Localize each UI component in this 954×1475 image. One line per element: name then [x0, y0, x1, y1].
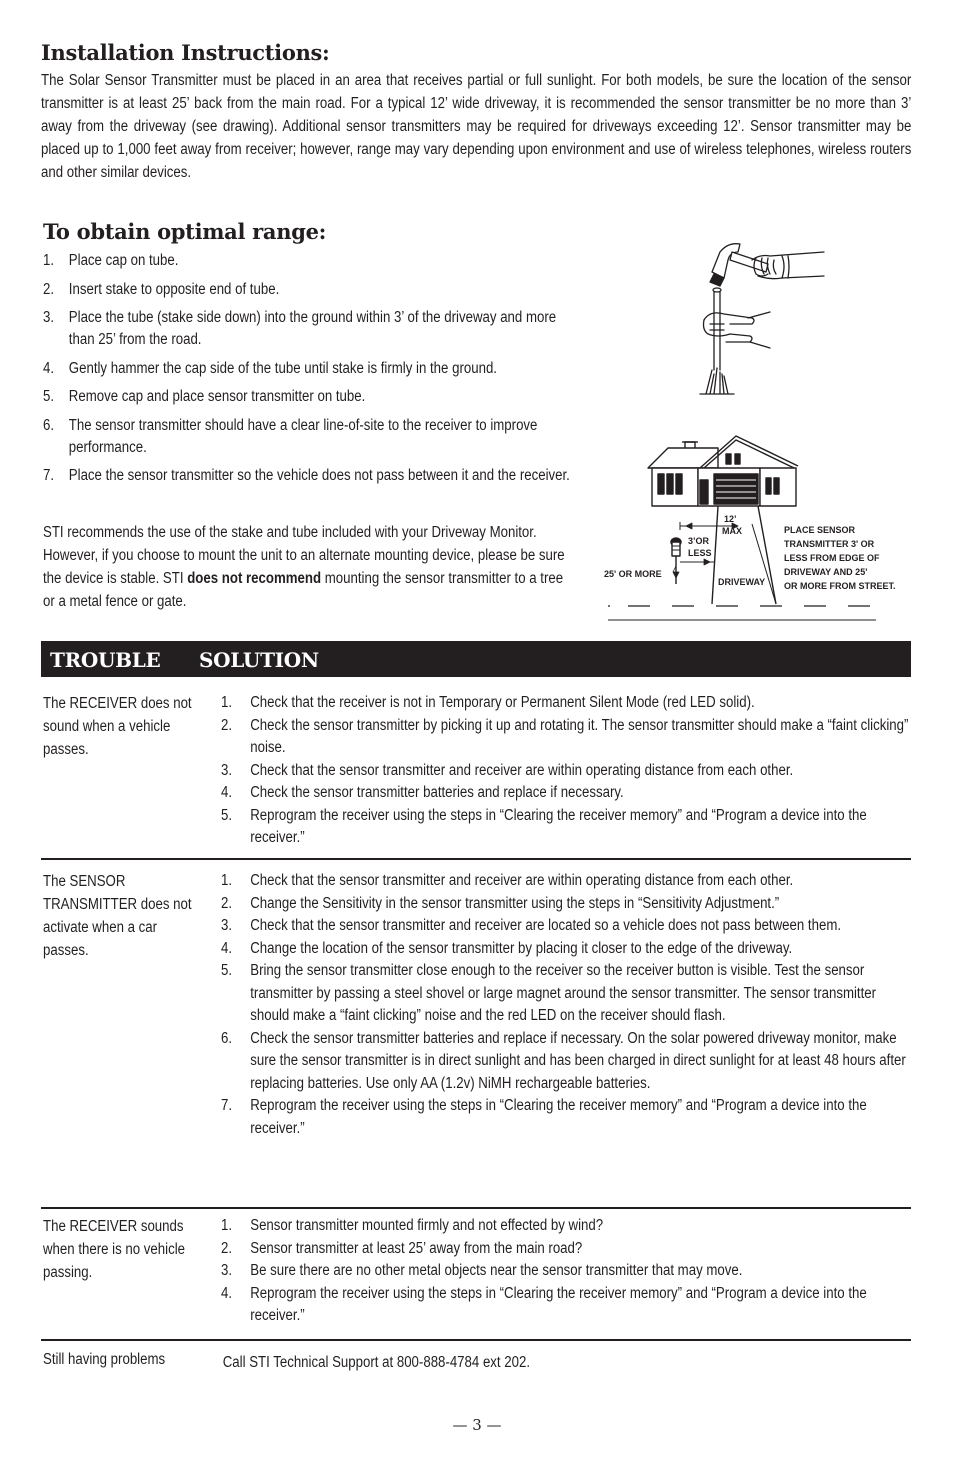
note-emphasis: does not recommend	[187, 570, 322, 587]
placement-note-line: PLACE SENSOR	[784, 525, 856, 535]
solution-text: Reprogram the receiver using the steps in “Clearing the receiver memory” and “Program a device into the receiver.”	[250, 1097, 867, 1137]
solution-item	[221, 692, 909, 715]
solution-item	[221, 893, 909, 916]
driveway-placement-diagram	[600, 434, 900, 624]
solution-item	[221, 1238, 909, 1261]
hammer-stake-illustration	[690, 238, 830, 398]
step-text: Remove cap and place sensor transmitter on tube.	[68, 388, 366, 405]
solution-text: Change the location of the sensor transmitter by placing it closer to the edge of the driveway.	[250, 939, 793, 957]
step-text: Gently hammer the cap side of the tube until stake is firmly in the ground.	[68, 359, 497, 377]
solution-number: 5.	[221, 806, 233, 824]
step-item	[43, 386, 576, 408]
solution-text: Change the Sensitivity in the sensor transmitter using the steps in “Sensitivity Adjustment.”	[250, 894, 780, 912]
step-number: 5.	[43, 388, 55, 405]
solution-text: Be sure there are no other metal objects near the sensor transmitter that may move.	[250, 1262, 743, 1279]
step-text: The sensor transmitter should have a clear line-of-site to the receiver to improve performance.	[68, 416, 538, 456]
solution-item	[221, 870, 909, 893]
solution-list	[221, 870, 909, 1140]
solution-number: 1.	[221, 1217, 233, 1234]
step-number: 3.	[43, 309, 55, 326]
page-number: — 3 —	[452, 1416, 502, 1434]
trouble-description: The RECEIVER does not sound when a vehicle passes.	[43, 695, 192, 758]
placement-note-line: OR MORE FROM STREET.	[784, 581, 896, 591]
sti-recommendation-note	[43, 521, 576, 613]
note-text: STI recommends the use of the stake and tube included with your Driveway Monitor. However, if you choose to mount the unit to an alternate mounting device, please be sure the device is stable. STI	[43, 524, 565, 587]
solution-number: 4.	[221, 1284, 233, 1302]
note-text-end: mounting the sensor transmitter to a tree or a metal fence or gate.	[43, 570, 564, 610]
solution-item	[221, 915, 909, 938]
trouble-description: The RECEIVER sounds when there is no vehicle passing.	[43, 1218, 186, 1281]
solution-list	[221, 1215, 909, 1328]
solution-item	[221, 715, 909, 760]
solution-text: Check that the receiver is not in Temporary or Permanent Silent Mode (red LED solid).	[250, 694, 755, 711]
step-text: Insert stake to opposite end of tube.	[68, 280, 280, 298]
step-number: 1.	[43, 252, 55, 269]
step-item	[43, 465, 576, 487]
solution-list	[221, 692, 909, 850]
solution-text: Check that the sensor transmitter and receiver are located so a vehicle does not pass between them.	[250, 917, 842, 934]
trouble-row	[41, 1348, 911, 1388]
solution-number: 3.	[221, 761, 233, 779]
solution-number: 4.	[221, 784, 233, 801]
solution-item	[221, 1260, 909, 1283]
solution-text: Reprogram the receiver using the steps in “Clearing the receiver memory” and “Program a device into the receiver.”	[250, 1284, 867, 1324]
solution-text: Check the sensor transmitter batteries and replace if necessary.	[250, 784, 624, 801]
solution-number: 7.	[221, 1097, 233, 1114]
step-number: 4.	[43, 359, 55, 377]
trouble-row	[41, 870, 911, 1209]
step-text: Place the tube (stake side down) into the ground within 3’ of the driveway and more than 25’ from the road.	[68, 309, 557, 348]
solution-item	[221, 805, 909, 850]
trouble-description: The SENSOR TRANSMITTER does not activate when a car passes.	[43, 873, 192, 959]
step-item	[43, 307, 576, 351]
solution-number: 6.	[221, 1029, 233, 1047]
solution-number: 3.	[221, 917, 233, 934]
solution-text: Sensor transmitter mounted firmly and not effected by wind?	[250, 1217, 604, 1234]
trouble-row	[41, 1215, 911, 1341]
placement-note-line: LESS FROM EDGE OF	[784, 553, 880, 563]
placement-note-line: DRIVEWAY AND 25'	[784, 567, 868, 577]
step-text: Place cap on tube.	[68, 252, 179, 269]
solution-text: Bring the sensor transmitter close enough to the receiver so the receiver button is visible. Test the sensor transmitter by passing a steel shovel or large magnet around the sensor transmitter. The sensor transmitter should make a “faint clicking” noise and the red LED on the receiver should flash.	[250, 962, 877, 1024]
solution-text: Check the sensor transmitter by picking it up and rotating it. The sensor transmitter should make a “faint clicking” noise.	[250, 716, 909, 756]
driveway-width-label: 12’	[724, 514, 737, 524]
solution-list	[221, 1352, 909, 1375]
step-item	[43, 358, 576, 380]
trouble-table-header	[41, 641, 911, 677]
solution-text: Reprogram the receiver using the steps in “Clearing the receiver memory” and “Program a device into the receiver.”	[250, 806, 867, 846]
trouble-column-header: TROUBLE	[50, 648, 161, 672]
solution-number: 5.	[221, 962, 233, 979]
step-item	[43, 279, 576, 301]
step-number: 6.	[43, 416, 55, 434]
solution-item	[221, 1028, 909, 1096]
step-number: 7.	[43, 467, 55, 484]
three-feet-label: 3’OR	[688, 536, 710, 546]
solution-text: Check that the sensor transmitter and receiver are within operating distance from each other.	[250, 872, 794, 889]
solution-item	[221, 1095, 909, 1140]
solution-number: 1.	[221, 872, 233, 889]
solution-text: Call STI Technical Support at 800-888-4784 ext 202.	[222, 1354, 531, 1371]
solution-number: 2.	[221, 1239, 233, 1257]
trouble-row	[41, 692, 911, 860]
driveway-label: DRIVEWAY	[718, 577, 766, 587]
solution-number: 1.	[221, 694, 233, 711]
solution-item	[221, 760, 909, 783]
setback-label: 25' OR MORE	[604, 569, 662, 579]
step-item	[43, 415, 576, 459]
solution-item	[221, 960, 909, 1028]
solution-number: 3.	[221, 1262, 233, 1279]
solution-number: 2.	[221, 894, 233, 912]
step-number: 2.	[43, 280, 55, 298]
solution-item	[221, 938, 909, 961]
solution-item	[221, 782, 909, 805]
placement-note-line: TRANSMITTER 3' OR	[784, 539, 875, 549]
solution-text: Check the sensor transmitter batteries and replace if necessary. On the solar powered driveway monitor, make sure the sensor transmitter is in direct sunlight and has been charged in direct sunlight for at least 48 hours after replacing batteries. Use only AA (1.2v) NiMH rechargeable batteries.	[250, 1029, 906, 1092]
solution-text: Check that the sensor transmitter and receiver are within operating distance from each other.	[250, 761, 794, 779]
solution-column-header: SOLUTION	[199, 648, 319, 672]
solution-text: Sensor transmitter at least 25’ away from the main road?	[250, 1239, 583, 1257]
trouble-description: Still having problems	[43, 1351, 166, 1368]
solution-number: 4.	[221, 939, 233, 957]
solution-item	[221, 1283, 909, 1328]
step-text: Place the sensor transmitter so the vehicle does not pass between it and the receiver.	[68, 467, 570, 484]
installation-paragraph: The Solar Sensor Transmitter must be placed in an area that receives partial or full sunlight. For both models, be sure the location of the sensor transmitter is at least 25’ back from the main road. For a typical 12’ wide driveway, it is recommended the sensor transmitter be no more than 3’ away from the driveway (see drawing). Additional sensor transmitters may be required for driveways exceeding 12’. Sensor transmitter may be placed up to 1,000 feet away from receiver; however, range may vary depending upon environment and use of wireless telephones, wireless routers and other similar devices.	[41, 72, 912, 181]
solution-number: 2.	[221, 716, 233, 734]
less-label: LESS	[688, 548, 712, 558]
optimal-range-steps	[43, 250, 576, 494]
solution-item	[221, 1352, 909, 1375]
step-item	[43, 250, 576, 272]
optimal-range-heading: To obtain optimal range:	[43, 219, 327, 244]
installation-heading: Installation Instructions:	[41, 40, 330, 65]
max-label: MAX	[722, 526, 742, 536]
solution-item	[221, 1215, 909, 1238]
